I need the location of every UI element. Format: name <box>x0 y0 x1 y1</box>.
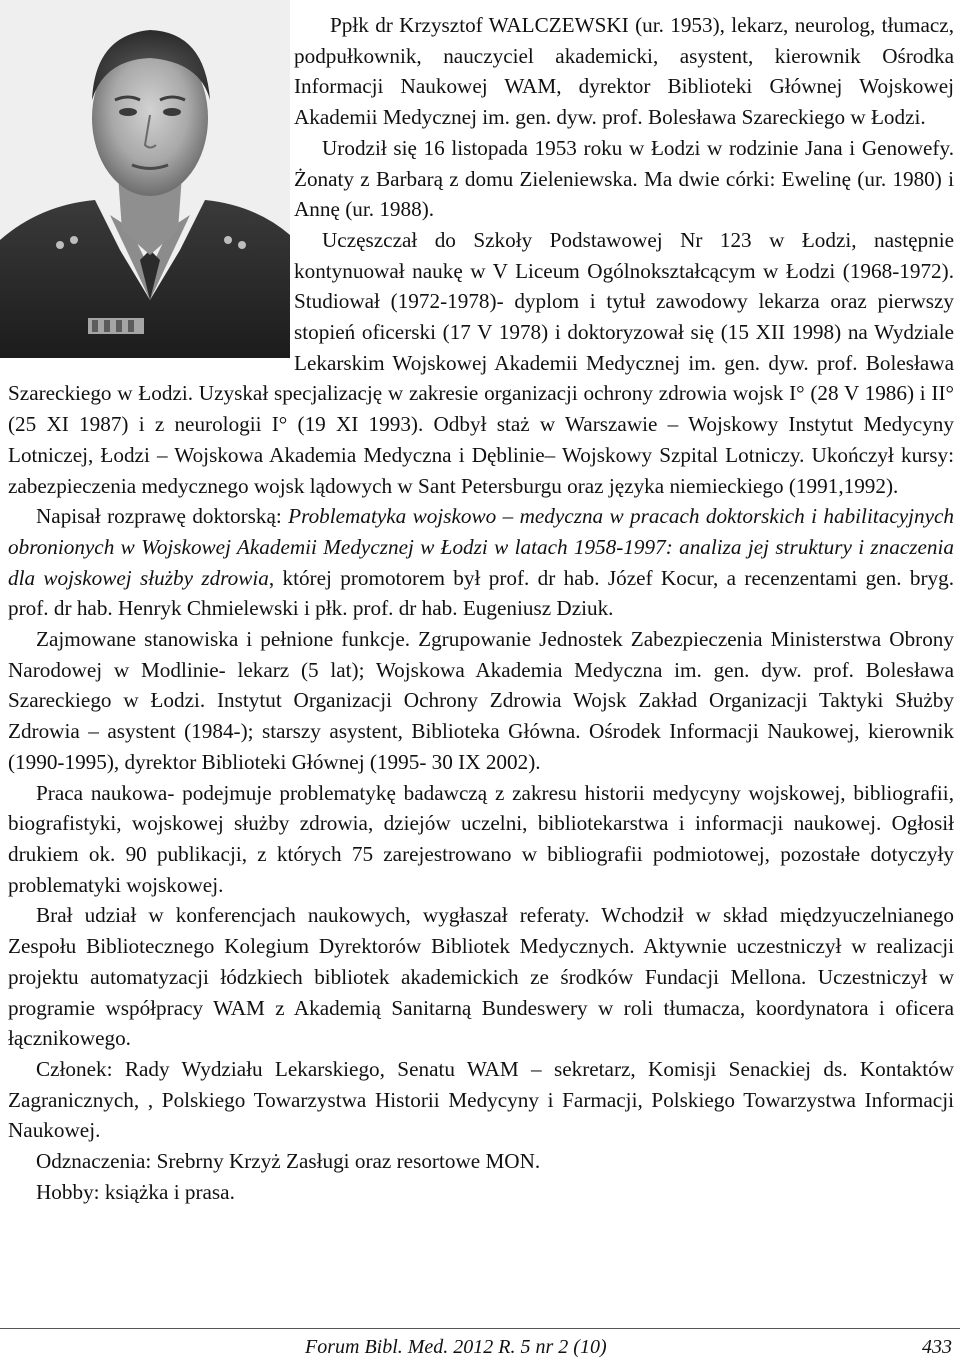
paragraph-education: Uczęszczał do Szkoły Podstawowej Nr 123 w Łodzi, następnie kontynuował naukę w V Liceum Ogólnokształcącym w Łodzi (1968-1972). Studiował (1972-1978)- dyplom i tytuł zawodowy lekarza oraz pierwszy stopień oficerski (17 V 1978) i doktoryzował się (15 XII 1998) na Wydziale Lekarskim Wojskowej Akademii Medycznej im. gen. dyw. prof. Bolesława Szareckiego w Łodzi. Uzyskał specjalizację w zakresie organizacji ochrony zdrowia wojsk I° (28 V 1986) i II° (25 XI 1987) i z neurologii I° (19 XI 1993). Odbył staż w Warszawie – Wojskowy Instytut Medycyny Lotniczej, Łodzi – Wojskowa Akademia Medyczna i Dęblinie– Wojskowy Szpital Lotniczy. Ukończył kursy: zabezpieczenia medycznego wojsk lądowych w Sant Petersburgu oraz języka niemieckiego (1991,1992). <box>8 227 954 498</box>
paragraph-positions: Zajmowane stanowiska i pełnione funkcje. Zgrupowanie Jednostek Zabezpieczenia Ministerstwa Obrony Narodowej w Modlinie- lekarz (5 lat); Wojskowa Akademia Medyczna im. gen. dyw. prof. Bolesława Szareckiego w Łodzi. Instytut Organizacji Ochrony Zdrowia Wojsk Zakład Organizacji Taktyki Służby Zdrowia – asystent (1984-); starszy asystent, Biblioteka Główna. Ośrodek Informacji Naukowej, kierownik (1990-1995), dyrektor Biblioteki Głównej (1995- 30 IX 2002). <box>8 627 954 774</box>
dissertation-details: , której promotorem był prof. dr hab. Józef Kocur, a recenzentami gen. bryg. prof. dr hab. Henryk Chmielewski i płk. prof. dr hab. Eugeniusz Dziuk. <box>8 565 955 621</box>
paragraph-hobby: Hobby: książka i prasa. <box>36 1179 235 1204</box>
paragraph-intro: Ppłk dr Krzysztof WALCZEWSKI (ur. 1953), lekarz, neurolog, tłumacz, podpułkownik, nauczyciel akademicki, asystent, kierownik Ośrodka Informacji Naukowej WAM, dyrektor Biblioteki Głównej Wojskowej Akademii Medycznej im. gen. dyw. prof. Bolesława Szareckiego w Łodzi. <box>294 13 954 130</box>
biography-text <box>8 10 954 1207</box>
paragraph-memberships: Członek: Rady Wydziału Lekarskiego, Senatu WAM – sekretarz, Komisji Senackiej ds. Kontaktów Zagranicznych, , Polskiego Towarzystwa Historii Medycyny i Farmacji, Polskiego Towarzystwa Informacji Naukowej. <box>8 1056 954 1143</box>
journal-citation: Forum Bibl. Med. 2012 R. 5 nr 2 (10) <box>305 1336 607 1358</box>
paragraph-research: Praca naukowa- podejmuje problematykę badawczą z zakresu historii medycyny wojskowej, bibliografii, biografistyki, wojskowej służby zdrowia, dziejów uczelni, bibliotekarstwa i informacji naukowej. Ogłosił drukiem ok. 90 publikacji, z których 75 zarejestrowano w bibliografii podmiotowej, pozostałe dotyczyły problematyki wojskowej. <box>8 780 954 897</box>
paragraph-awards: Odznaczenia: Srebrny Krzyż Zasługi oraz resortowe MON. <box>36 1149 541 1174</box>
paragraph-conferences: Brał udział w konferencjach naukowych, wygłaszał referaty. Wchodził w skład międzyuczelnianego Zespołu Bibliotecznego Kolegium Dyrektorów Bibliotek Medycznych. Aktywnie uczestniczył w realizacji projektu automatyzacji łódzkiech bibliotek akademickich ze środków Fundacji Mellona. Uczestniczył w programie współpracy WAM z Akademią Sanitarną Bundeswery w roli tłumacza, koordynatora i oficera łącznikowego. <box>8 903 954 1051</box>
paragraph-family: Urodził się 16 listopada 1953 roku w Łodzi w rodzinie Jana i Genowefy. Żonaty z Barbarą z domu Zieleniewska. Ma dwie córki: Ewelinę (ur. 1980) i Annę (ur. 1988). <box>294 135 954 222</box>
footer-divider <box>0 1328 960 1329</box>
page-number: 433 <box>922 1336 952 1358</box>
dissertation-title: Problematyka wojskowo – medyczna w pracach doktorskich i habilitacyjnych obronionych w Wojskowej Akademii Medycznej w Łodzi w latach 1958-1997: analiza jej struktury i znaczenia dla wojskowej służby zdrowia <box>8 504 955 590</box>
photo-spacer <box>8 10 294 352</box>
dissertation-intro: Napisał rozprawę doktorską: <box>36 504 289 529</box>
paragraph-dissertation <box>8 501 954 624</box>
